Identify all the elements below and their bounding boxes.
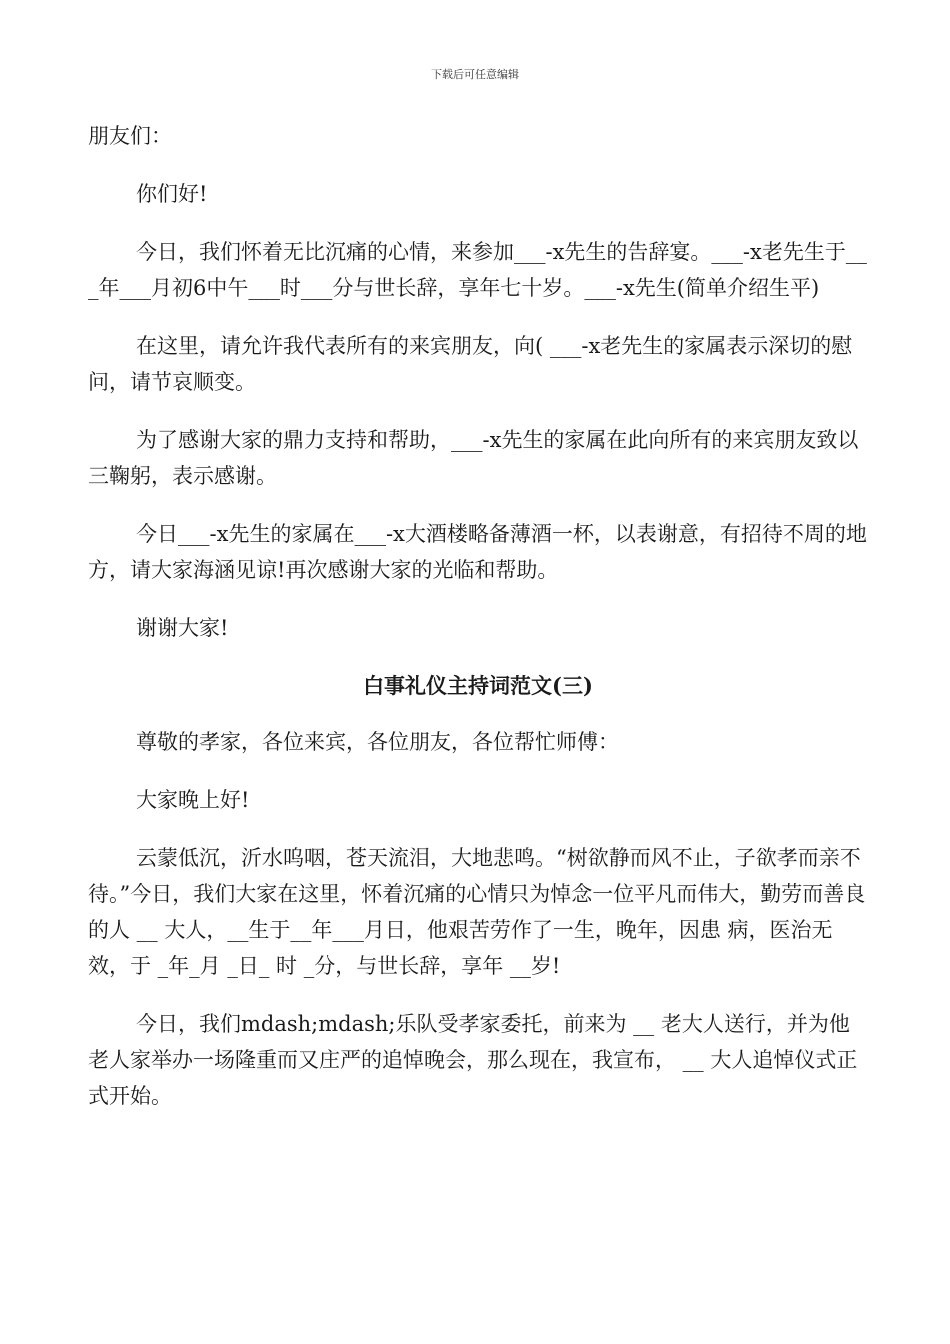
paragraph: 朋友们： — [88, 124, 172, 148]
paragraph: 今日___-x先生的家属在___-x大酒楼略备薄酒一杯，以表谢意，有招待不周的地方，请大家海涵见谅!再次感谢大家的光临和帮助。 — [88, 522, 867, 582]
paragraphs-before — [88, 118, 868, 646]
paragraph: 你们好! — [136, 182, 208, 206]
paragraph: 谢谢大家! — [136, 616, 229, 640]
paragraph: 为了感谢大家的鼎力支持和帮助，___-x先生的家属在此向所有的来宾朋友致以三鞠躬，表示感谢。 — [88, 428, 859, 488]
paragraph: 云蒙低沉，沂水呜咽，苍天流泪，大地悲鸣。“树欲静而风不止，子欲孝而亲不待。”今日，我们大家在这里，怀着沉痛的心情只为悼念一位平凡而伟大，勤劳而善良的人 __ 大人，__生于__年___月日，他艰苦劳作了一生，晚年，因患 病，医治无效，于 _年_月 _日_ 时 _分，与世长辞，享年 __岁! — [88, 846, 866, 978]
paragraph: 今日，我们怀着无比沉痛的心情，来参加___-x先生的告辞宴。___-x老先生于___年___月初6中午___时___分与世长辞，享年七十岁。___-x先生(简单介绍生平) — [88, 240, 867, 300]
paragraphs-after — [88, 724, 868, 1114]
page-header: 下载后可任意编辑 — [431, 68, 519, 81]
section-title: 白事礼仪主持词范文(三) — [363, 673, 593, 698]
paragraph: 大家晚上好! — [136, 788, 250, 812]
paragraph: 尊敬的孝家，各位来宾，各位朋友，各位帮忙师傅： — [136, 730, 619, 754]
paragraph: 今日，我们mdash;mdash;乐队受孝家委托，前来为 __ 老大人送行，并为他老人家举办一场隆重而又庄严的追悼晚会，那么现在，我宣布， __ 大人追悼仪式正式开始。 — [88, 1012, 858, 1108]
paragraph: 在这里，请允许我代表所有的来宾朋友，向( ___-x老先生的家属表示深切的慰问，请节哀顺变。 — [88, 334, 853, 394]
document-body — [88, 118, 868, 1136]
